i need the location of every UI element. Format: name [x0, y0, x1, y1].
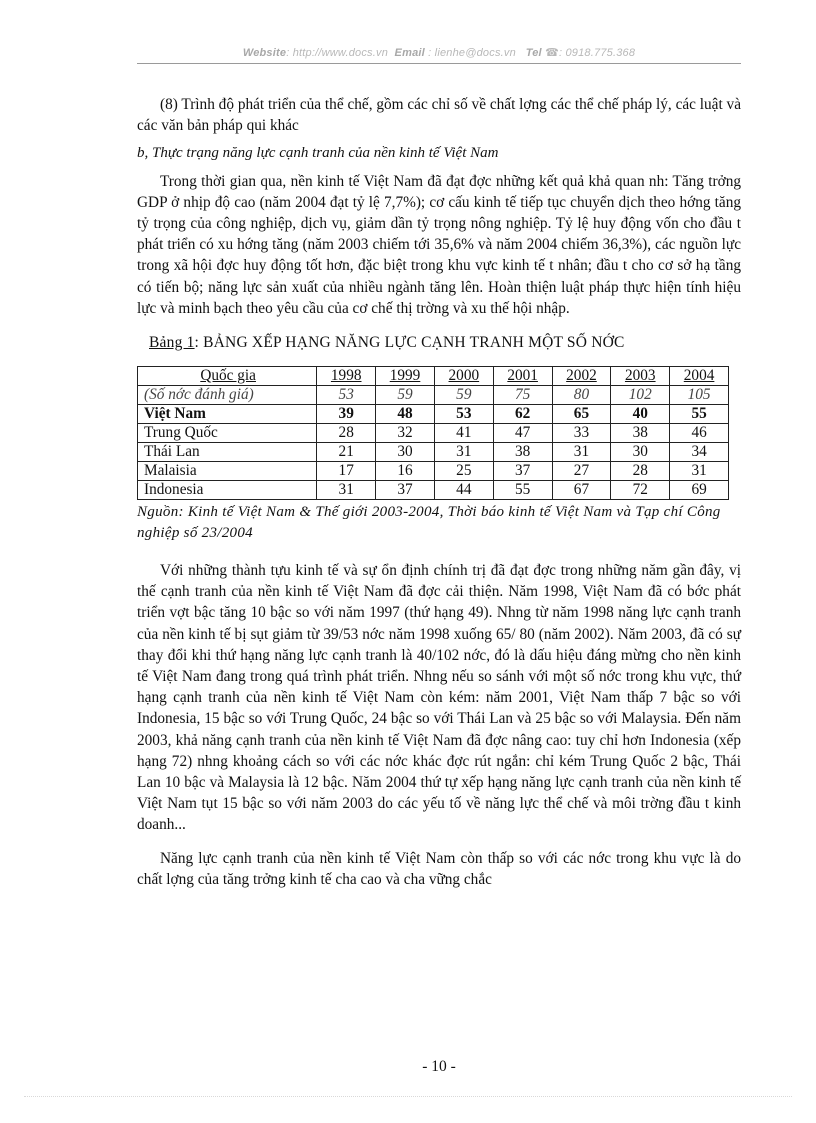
- table-cell: 37: [493, 462, 552, 481]
- paragraph-institutions: (8) Trình độ phát triển của thể chế, gồm các chỉ số về chất lợng các thể chế pháp lý, các luật và các văn bản pháp qui khác: [137, 96, 741, 135]
- table-cell: 27: [552, 462, 611, 481]
- table-title: [137, 332, 741, 354]
- email-label: Email: [394, 47, 425, 59]
- website-label: Website: [242, 47, 287, 59]
- table-cell: 25: [434, 462, 493, 481]
- table-cell: 80: [552, 386, 611, 405]
- table-cell: 16: [376, 462, 435, 481]
- table-cell: (Số nớc đánh giá): [138, 386, 317, 405]
- page-bottom-border: [24, 1096, 792, 1097]
- table-cell: 38: [493, 443, 552, 462]
- competitiveness-ranking-table: [137, 366, 729, 500]
- table-cell: 65: [552, 405, 611, 424]
- table-header-cell: 2004: [670, 367, 729, 386]
- table-cell: 59: [434, 386, 493, 405]
- table-row: [138, 481, 729, 500]
- table-header-cell: 2000: [434, 367, 493, 386]
- table-source-note: Nguồn: Kinh tế Việt Nam & Thế giới 2003-2004, Thời báo kinh tế Việt Nam và Tạp chí Công nghiệp số 23/2004: [137, 504, 721, 542]
- table-cell: 31: [670, 462, 729, 481]
- table-row: [138, 386, 729, 405]
- table-header-cell: 2002: [552, 367, 611, 386]
- paragraph-current-state: Trong thời gian qua, nền kinh tế Việt Nam đã đạt đợc những kết quả khả quan nh: Tăng trởng GDP ở nhịp độ cao (năm 2004 đạt tỷ lệ 7,7%); cơ cấu kinh tế tiếp tục chuyển dịch theo hớng tăng tỷ trọng của công nghiệp, dịch vụ, giảm dần tỷ trọng nông nghiệp. Tỷ lệ huy động vốn cho đầu t phát triển có xu hớng tăng (năm 2003 chiếm tới 35,6% và năm 2004 chiếm 36,3%), các nguồn lực trong xã hội đợc huy động tốt hơn, đặc biệt trong khu vực kinh tế t nhân; đầu t cho cơ sở hạ tầng có tiến bộ; năng lực sản xuất của nhiều ngành tăng lên. Hoàn thiện luật pháp thực hiện tính hiệu lực và minh bạch theo yêu cầu của cơ chế thị trờng và xu thế hội nhập.: [137, 172, 741, 317]
- table-cell: Thái Lan: [138, 443, 317, 462]
- table-cell: 72: [611, 481, 670, 500]
- table-cell: 105: [670, 386, 729, 405]
- table-header-cell: 2003: [611, 367, 670, 386]
- table-cell: 67: [552, 481, 611, 500]
- table-cell: 55: [493, 481, 552, 500]
- section-subheading: b, Thực trạng năng lực cạnh tranh của nền kinh tế Việt Nam: [137, 145, 499, 162]
- phone-icon: ☎: [545, 47, 559, 59]
- table-cell: 31: [317, 481, 376, 500]
- table-cell: 17: [317, 462, 376, 481]
- table-cell: 37: [376, 481, 435, 500]
- table-cell: 53: [434, 405, 493, 424]
- header-rule: [137, 63, 741, 64]
- table-cell: 75: [493, 386, 552, 405]
- table-cell: 34: [670, 443, 729, 462]
- table-cell: 33: [552, 424, 611, 443]
- table-cell: 59: [376, 386, 435, 405]
- table-cell: 53: [317, 386, 376, 405]
- table-cell: 21: [317, 443, 376, 462]
- table-row: [138, 405, 729, 424]
- table-cell: 55: [670, 405, 729, 424]
- table-cell: Trung Quốc: [138, 424, 317, 443]
- table-header-cell: 1999: [376, 367, 435, 386]
- table-cell: 39: [317, 405, 376, 424]
- table-cell: 69: [670, 481, 729, 500]
- table-row: [138, 424, 729, 443]
- table-cell: 30: [611, 443, 670, 462]
- table-cell: 30: [376, 443, 435, 462]
- table-cell: 38: [611, 424, 670, 443]
- tel-value: : 0918.775.368: [558, 47, 636, 59]
- table-cell: 41: [434, 424, 493, 443]
- tel-label: Tel: [525, 47, 542, 59]
- table-cell: Indonesia: [138, 481, 317, 500]
- table-cell: 28: [611, 462, 670, 481]
- table-cell: Việt Nam: [138, 405, 317, 424]
- table-header-row: [138, 367, 729, 386]
- table-title-text: : BẢNG XẾP HẠNG NĂNG LỰC CẠNH TRANH MỘT SỐ NỚC: [194, 334, 625, 352]
- table-cell: Malaisia: [138, 462, 317, 481]
- website-url[interactable]: : http://www.docs.vn: [286, 47, 389, 59]
- table-label: Bảng 1: [149, 334, 195, 352]
- table-header-cell: 1998: [317, 367, 376, 386]
- page-header: [137, 46, 741, 59]
- table-cell: 40: [611, 405, 670, 424]
- table-cell: 31: [552, 443, 611, 462]
- table-cell: 28: [317, 424, 376, 443]
- table-header-cell: 2001: [493, 367, 552, 386]
- email-value[interactable]: : lienhe@docs.vn: [428, 47, 516, 59]
- paragraph-limitations: Năng lực cạnh tranh của nền kinh tế Việt Nam còn thấp so với các nớc trong khu vực là do chất lợng của tăng trởng kinh tế cha cao và cha vững chắc: [137, 849, 741, 888]
- table-cell: 31: [434, 443, 493, 462]
- page-number: - 10 -: [422, 1058, 456, 1075]
- table-cell: 44: [434, 481, 493, 500]
- table-cell: 32: [376, 424, 435, 443]
- table-header-cell: Quốc gia: [138, 367, 317, 386]
- table-row: [138, 462, 729, 481]
- table-cell: 46: [670, 424, 729, 443]
- table-cell: 102: [611, 386, 670, 405]
- table-cell: 62: [493, 405, 552, 424]
- table-cell: 48: [376, 405, 435, 424]
- table-row: [138, 443, 729, 462]
- page-content: [137, 94, 741, 890]
- table-cell: 47: [493, 424, 552, 443]
- paragraph-achievements: Với những thành tựu kinh tế và sự ổn định chính trị đã đạt đợc trong những năm gần đây, vị thế cạnh tranh của nền kinh tế Việt Nam đã đợc cải thiện. Năm 1998, Việt Nam đã có bớc phát triển vợt bậc tăng 10 bậc so với năm 1997 (thứ hạng 49). Nhng từ năm 1998 năng lực cạnh tranh của nền kinh tế bị sụt giảm từ 39/53 nớc năm 1998 xuống 65/ 80 (năm 2002). Năm 2003, đã có sự thay đổi khi thứ hạng năng lực cạnh tranh là 40/102 nớc, đó là dấu hiệu đáng mừng cho nền kinh tế Việt Nam đang trong quá trình phát triển. Nhng nếu so sánh với một số nớc trong khu vực, thứ hạng cạnh tranh của nền kinh tế Việt Nam còn kém: năm 2001, Việt Nam thấp 7 bậc so với Indonesia, 15 bậc so với Trung Quốc, 24 bậc so với Thái Lan và 25 bậc so với Malaysia. Đến năm 2003, khả năng cạnh tranh của nền kinh tế Việt Nam đã đợc nâng cao: tuy chỉ hơn Indonesia (xếp hạng 72) nhng khoảng cách so với các nớc khác đợc rút ngắn: chỉ kém Trung Quốc 2 bậc, Thái Lan 10 bậc và Malaysia là 12 bậc. Năm 2004 thứ tự xếp hạng năng lực cạnh tranh của nền kinh tế Việt Nam tụt 15 bậc so với năm 2003 do các yếu tố về năng lực thể chế và môi trờng đầu t kinh doanh...: [137, 562, 741, 834]
